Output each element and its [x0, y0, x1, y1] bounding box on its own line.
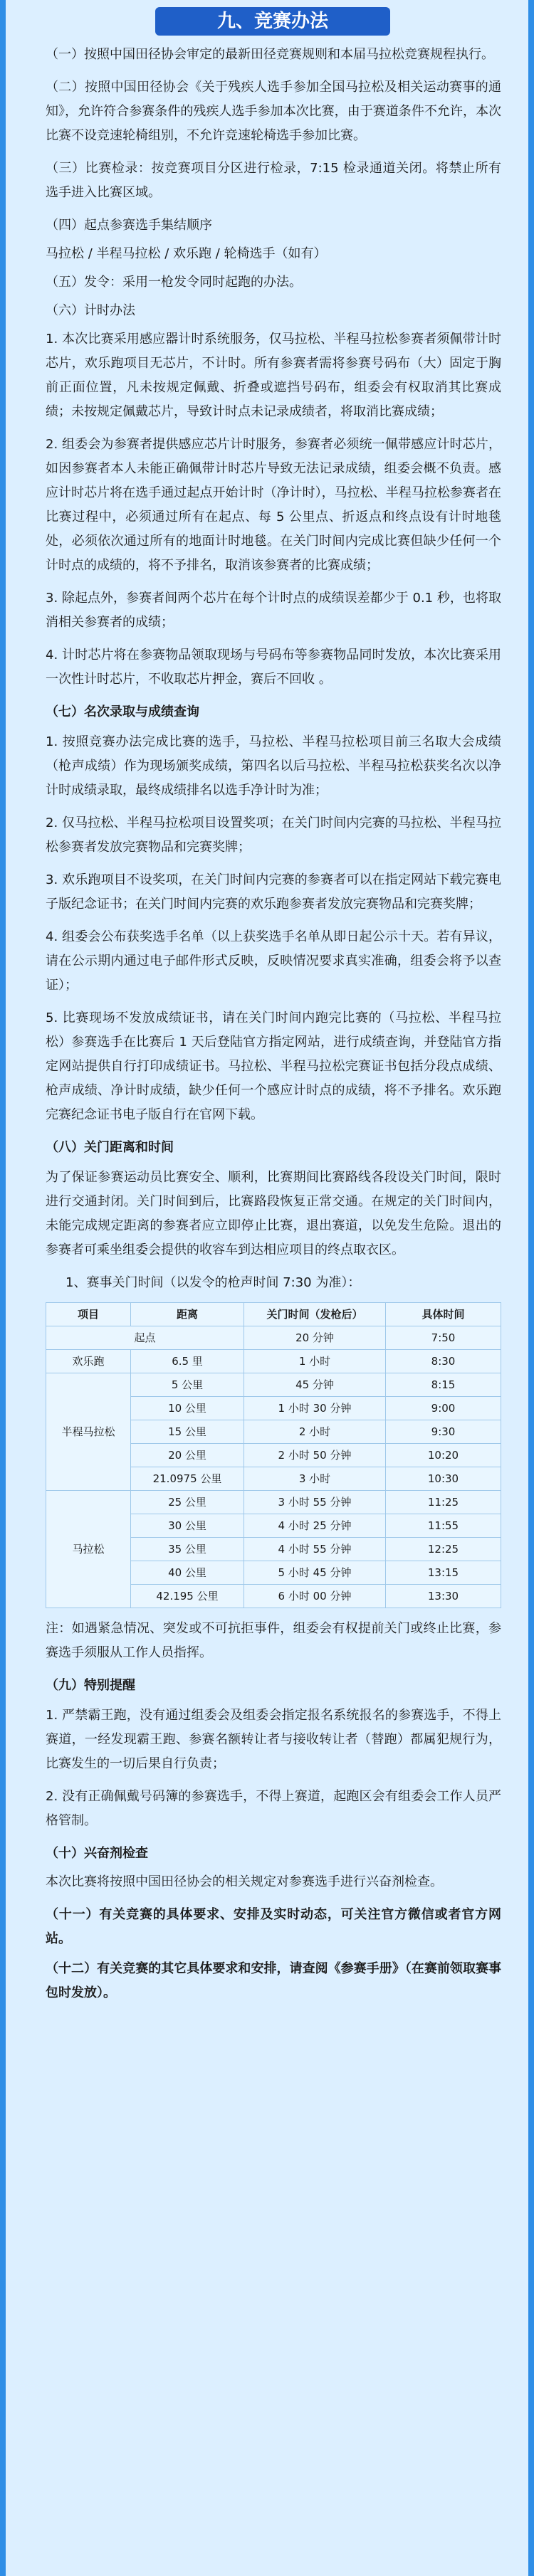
header-event: 项目 — [46, 1303, 131, 1326]
full-time: 6 小时 00 分钟 — [244, 1585, 386, 1608]
awards-item-1: 1. 按照竞赛办法完成比赛的选手，马拉松、半程马拉松项目前三名取大会成绩（枪声成绩）作为现场颁奖成绩，第四名以后马拉松、半程马拉松获奖名次以净计时成绩录取，最终成绩排名以选手净计时为准； — [46, 734, 501, 798]
special-item-1: 1. 严禁霸王跑，没有通过组委会及组委会指定报名系统报名的参赛选手，不得上赛道，一经发现霸王跑、参赛名额转让者与接收转让者（替跑）都属犯规行为，比赛发生的一切后果自行负责； — [46, 1708, 501, 1771]
awards-item-4: 4. 组委会公布获奖选手名单（以上获奖选手名单从即日起公示十天。若有异议，请在公示期内通过电子邮件形式反映，反映情况要求真实准确，组委会将予以查证）； — [46, 929, 501, 993]
full-clock: 11:55 — [386, 1514, 501, 1538]
half-time: 1 小时 30 分钟 — [244, 1397, 386, 1420]
start-time: 20 分钟 — [244, 1326, 386, 1350]
cutoff-table — [46, 1302, 501, 1608]
header-distance: 距离 — [131, 1303, 244, 1326]
half-distance: 5 公里 — [131, 1373, 244, 1397]
cutoff-note: 注：如遇紧急情况、突发或不可抗拒事件，组委会有权提前关门或终止比赛，参赛选手须服从工作人员指挥。 — [46, 1621, 501, 1660]
table-row — [46, 1373, 501, 1397]
rule-paragraph-2: （二）按照中国田径协会《关于残疾人选手参加全国马拉松及相关运动赛事的通知》，允许符合参赛条件的残疾人选手参加本次比赛，由于赛道条件不允许，本次比赛不设竞速轮椅组别，不允许竞速轮椅选手参加比赛。 — [46, 80, 501, 143]
awards-item-3: 3. 欢乐跑项目不设奖项，在关门时间内完赛的参赛者可以在指定网站下载完赛电子版纪念证书；在关门时间内完赛的欢乐跑参赛者发放完赛物品和完赛奖牌； — [46, 872, 501, 912]
notice-12: （十二）有关竞赛的其它具体要求和安排，请查阅《参赛手册》（在赛前领取赛事包时发放）。 — [46, 1961, 501, 2000]
start-order: 马拉松 / 半程马拉松 / 欢乐跑 / 轮椅选手（如有） — [46, 246, 327, 261]
timing-item-3: 3. 除起点外，参赛者间两个芯片在每个计时点的成绩误差都少于 0.1 秒，也将取消相关参赛者的成绩； — [46, 591, 501, 630]
rule-heading-4: （四）起点参赛选手集结顺序 — [46, 218, 212, 233]
half-clock: 10:30 — [386, 1467, 501, 1491]
full-distance: 40 公里 — [131, 1561, 244, 1585]
rules-content — [46, 43, 501, 2011]
full-clock: 13:30 — [386, 1585, 501, 1608]
fun-event: 欢乐跑 — [46, 1350, 131, 1373]
full-time: 5 小时 45 分钟 — [244, 1561, 386, 1585]
full-time: 4 小时 25 分钟 — [244, 1514, 386, 1538]
fun-time: 1 小时 — [244, 1350, 386, 1373]
doping-text: 本次比赛将按照中国田径协会的相关规定对参赛选手进行兴奋剂检查。 — [46, 1874, 443, 1889]
half-time: 3 小时 — [244, 1467, 386, 1491]
special-heading: （九）特别提醒 — [46, 1678, 135, 1693]
awards-item-5: 5. 比赛现场不发放成绩证书，请在关门时间内跑完比赛的（马拉松、半程马拉松）参赛选手在比赛后 1 天后登陆官方指定网站，进行成绩查询，并登陆官方指定网站提供自行打印成绩证书。马拉松、半程马拉松完赛证书包括分段点成绩、枪声成绩、净计时成绩，缺少任何一个感应计时点的成绩，将不予排名。欢乐跑完赛纪念证书电子版自行在官网下载。 — [46, 1010, 501, 1122]
half-time: 2 小时 — [244, 1420, 386, 1444]
content-panel — [6, 0, 528, 2576]
header-cutoff: 关门时间（发枪后） — [244, 1303, 386, 1326]
half-distance: 10 公里 — [131, 1397, 244, 1420]
half-clock: 9:30 — [386, 1420, 501, 1444]
rule-paragraph-3: （三）比赛检录：按竞赛项目分区进行检录，7:15 检录通道关闭。将禁止所有选手进入比赛区域。 — [46, 161, 501, 200]
awards-item-2: 2. 仅马拉松、半程马拉松项目设置奖项；在关门时间内完赛的马拉松、半程马拉松参赛者发放完赛物品和完赛奖牌； — [46, 815, 501, 855]
cutoff-table-caption: 1、赛事关门时间（以发令的枪声时间 7:30 为准）： — [66, 1275, 361, 1290]
full-distance: 42.195 公里 — [131, 1585, 244, 1608]
table-row — [46, 1350, 501, 1373]
section-title: 九、竞赛办法 — [155, 7, 390, 36]
rule-paragraph-5: （五）发令：采用一枪发令同时起跑的办法。 — [46, 275, 302, 290]
fun-distance: 6.5 里 — [131, 1350, 244, 1373]
half-distance: 21.0975 公里 — [131, 1467, 244, 1491]
full-distance: 25 公里 — [131, 1491, 244, 1514]
half-time: 2 小时 50 分钟 — [244, 1444, 386, 1467]
timing-item-2: 2. 组委会为参赛者提供感应芯片计时服务，参赛者必须统一佩带感应计时芯片，如因参赛者本人未能正确佩带计时芯片导致无法记录成绩，组委会概不负责。感应计时芯片将在选手通过起点开始计时（净计时），马拉松、半程马拉松参赛者在比赛过程中，必须通过所有在起点、每 5 公里点、折返点和终点设有计时地毯处，必须依次通过所有的地面计时地毯。在关门时间内完成比赛但缺少任何一个计时点的成绩的，将不予排名，取消该参赛者的比赛成绩； — [46, 437, 501, 573]
full-clock: 11:25 — [386, 1491, 501, 1514]
rule-paragraph-1: （一）按照中国田径协会审定的最新田径竞赛规则和本届马拉松竞赛规程执行。 — [46, 47, 494, 62]
half-clock: 9:00 — [386, 1397, 501, 1420]
table-header-row — [46, 1303, 501, 1326]
cutoff-heading: （八）关门距离和时间 — [46, 1140, 174, 1155]
half-event: 半程马拉松 — [46, 1373, 131, 1491]
start-label: 起点 — [46, 1326, 244, 1350]
half-clock: 8:15 — [386, 1373, 501, 1397]
table-row — [46, 1491, 501, 1514]
full-time: 3 小时 55 分钟 — [244, 1491, 386, 1514]
special-item-2: 2. 没有正确佩戴号码簿的参赛选手，不得上赛道，起跑区会有组委会工作人员严格管制。 — [46, 1789, 501, 1828]
start-clock: 7:50 — [386, 1326, 501, 1350]
timing-item-4: 4. 计时芯片将在参赛物品领取现场与号码布等参赛物品同时发放，本次比赛采用一次性计时芯片，不收取芯片押金，赛后不回收 。 — [46, 648, 501, 687]
doping-heading: （十）兴奋剂检查 — [46, 1846, 148, 1861]
full-distance: 30 公里 — [131, 1514, 244, 1538]
cutoff-text: 为了保证参赛运动员比赛安全、顺利，比赛期间比赛路线各段设关门时间，限时进行交通封闭。关门时间到后，比赛路段恢复正常交通。在规定的关门时间内，未能完成规定距离的参赛者应立即停止比赛，退出赛道，以免发生危险。退出的参赛者可乘坐组委会提供的收容车到达相应项目的终点取衣区。 — [46, 1170, 501, 1257]
half-distance: 15 公里 — [131, 1420, 244, 1444]
half-distance: 20 公里 — [131, 1444, 244, 1467]
table-row — [46, 1326, 501, 1350]
full-clock: 12:25 — [386, 1538, 501, 1561]
fun-clock: 8:30 — [386, 1350, 501, 1373]
timing-item-1: 1. 本次比赛采用感应器计时系统服务，仅马拉松、半程马拉松参赛者须佩带计时芯片，欢乐跑项目无芯片，不计时。所有参赛者需将参赛号码布（大）固定于胸前正面位置，凡未按规定佩戴、折叠或遮挡号码布，组委会有权取消其比赛成绩；未按规定佩戴芯片，导致计时点未记录成绩者，将取消比赛成绩； — [46, 332, 501, 419]
half-clock: 10:20 — [386, 1444, 501, 1467]
full-clock: 13:15 — [386, 1561, 501, 1585]
full-distance: 35 公里 — [131, 1538, 244, 1561]
half-time: 45 分钟 — [244, 1373, 386, 1397]
rule-heading-6: （六）计时办法 — [46, 303, 135, 318]
full-event: 马拉松 — [46, 1491, 131, 1608]
header-clock: 具体时间 — [386, 1303, 501, 1326]
notice-11: （十一）有关竞赛的具体要求、安排及实时动态，可关注官方微信或者官方网站。 — [46, 1907, 501, 1946]
full-time: 4 小时 55 分钟 — [244, 1538, 386, 1561]
awards-heading: （七）名次录取与成绩查询 — [46, 704, 199, 719]
